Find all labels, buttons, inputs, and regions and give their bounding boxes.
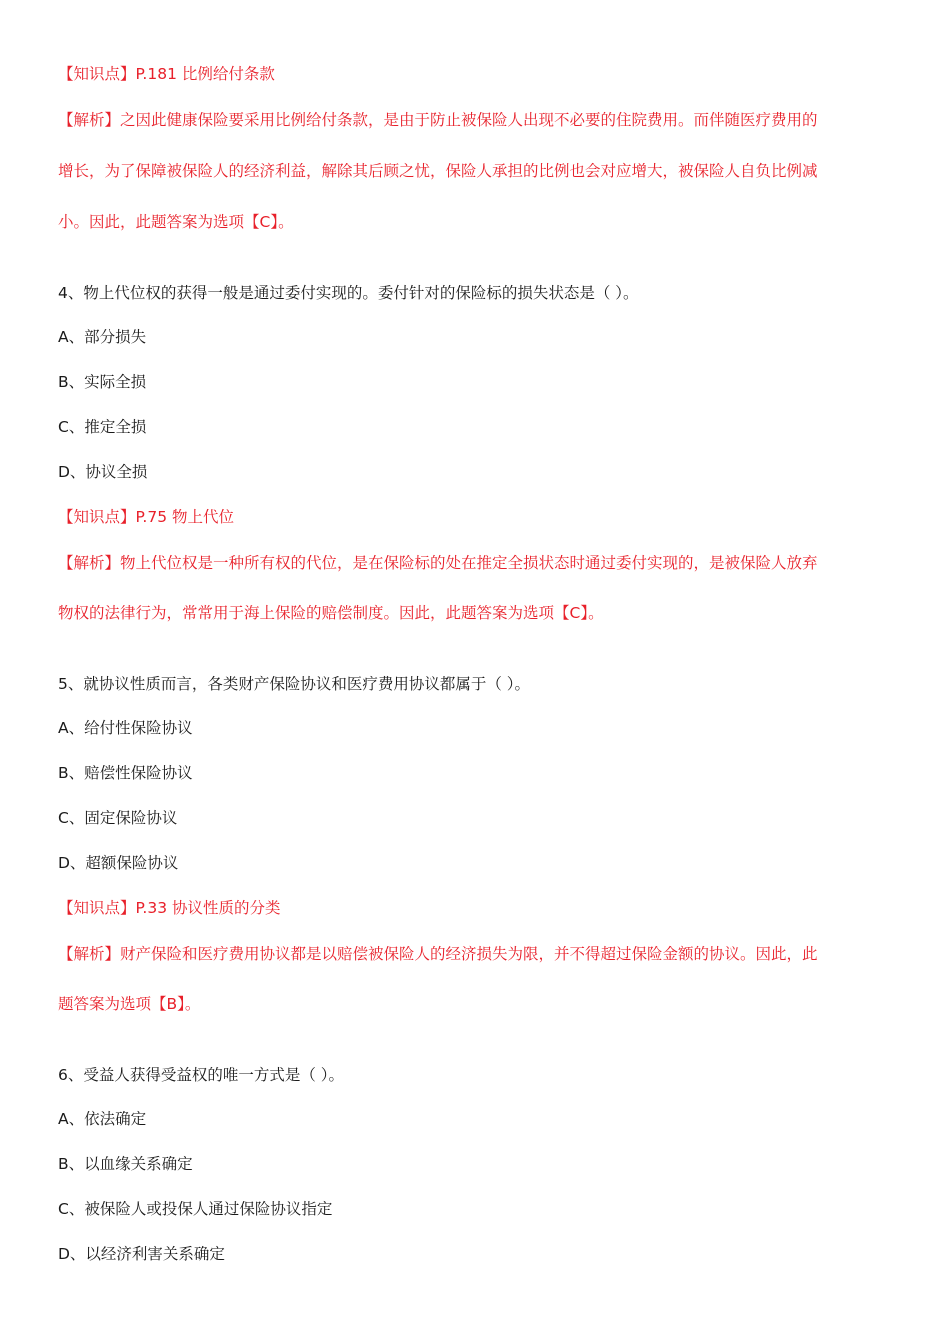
- q6-option-d: D、以经济利害关系确定: [58, 1245, 225, 1263]
- q5-option-c: C、固定保险协议: [58, 809, 178, 827]
- q4-knowledge-point: 【知识点】P.75 物上代位: [58, 508, 235, 526]
- q3-analysis-line-2: 增长，为了保障被保险人的经济利益，解除其后顾之忧，保险人承担的比例也会对应增大，被保险人自负比例减: [58, 162, 818, 180]
- q5-analysis-line-2: 题答案为选项【B】。: [58, 995, 201, 1013]
- q6-option-b: B、以血缘关系确定: [58, 1155, 193, 1173]
- q4-option-d: D、协议全损: [58, 463, 148, 481]
- q3-analysis-line-3: 小。因此，此题答案为选项【C】。: [58, 213, 294, 231]
- q6-option-c: C、被保险人或投保人通过保险协议指定: [58, 1200, 333, 1218]
- q4-analysis-line-2: 物权的法律行为，常常用于海上保险的赔偿制度。因此，此题答案为选项【C】。: [58, 604, 604, 622]
- q3-knowledge-point: 【知识点】P.181 比例给付条款: [58, 65, 275, 83]
- q6-option-a: A、依法确定: [58, 1110, 147, 1128]
- q4-option-b: B、实际全损: [58, 373, 147, 391]
- q4-option-c: C、推定全损: [58, 418, 147, 436]
- q5-analysis-line-1: 【解析】财产保险和医疗费用协议都是以赔偿被保险人的经济损失为限，并不得超过保险金额的协议。因此，此: [58, 945, 818, 963]
- q5-option-d: D、超额保险协议: [58, 854, 179, 872]
- q5-option-b: B、赔偿性保险协议: [58, 764, 193, 782]
- q6-stem: 6、受益人获得受益权的唯一方式是（ ）。: [58, 1066, 345, 1084]
- q5-option-a: A、给付性保险协议: [58, 719, 193, 737]
- q4-option-a: A、部分损失: [58, 328, 147, 346]
- q3-analysis-line-1: 【解析】之因此健康保险要采用比例给付条款，是由于防止被保险人出现不必要的住院费用。而伴随医疗费用的: [58, 111, 818, 129]
- q4-stem: 4、物上代位权的获得一般是通过委付实现的。委付针对的保险标的损失状态是（ ）。: [58, 284, 639, 302]
- q5-knowledge-point: 【知识点】P.33 协议性质的分类: [58, 899, 281, 917]
- q4-analysis-line-1: 【解析】物上代位权是一种所有权的代位，是在保险标的处在推定全损状态时通过委付实现的，是被保险人放弃: [58, 554, 818, 572]
- q5-stem: 5、就协议性质而言，各类财产保险协议和医疗费用协议都属于（ ）。: [58, 675, 531, 693]
